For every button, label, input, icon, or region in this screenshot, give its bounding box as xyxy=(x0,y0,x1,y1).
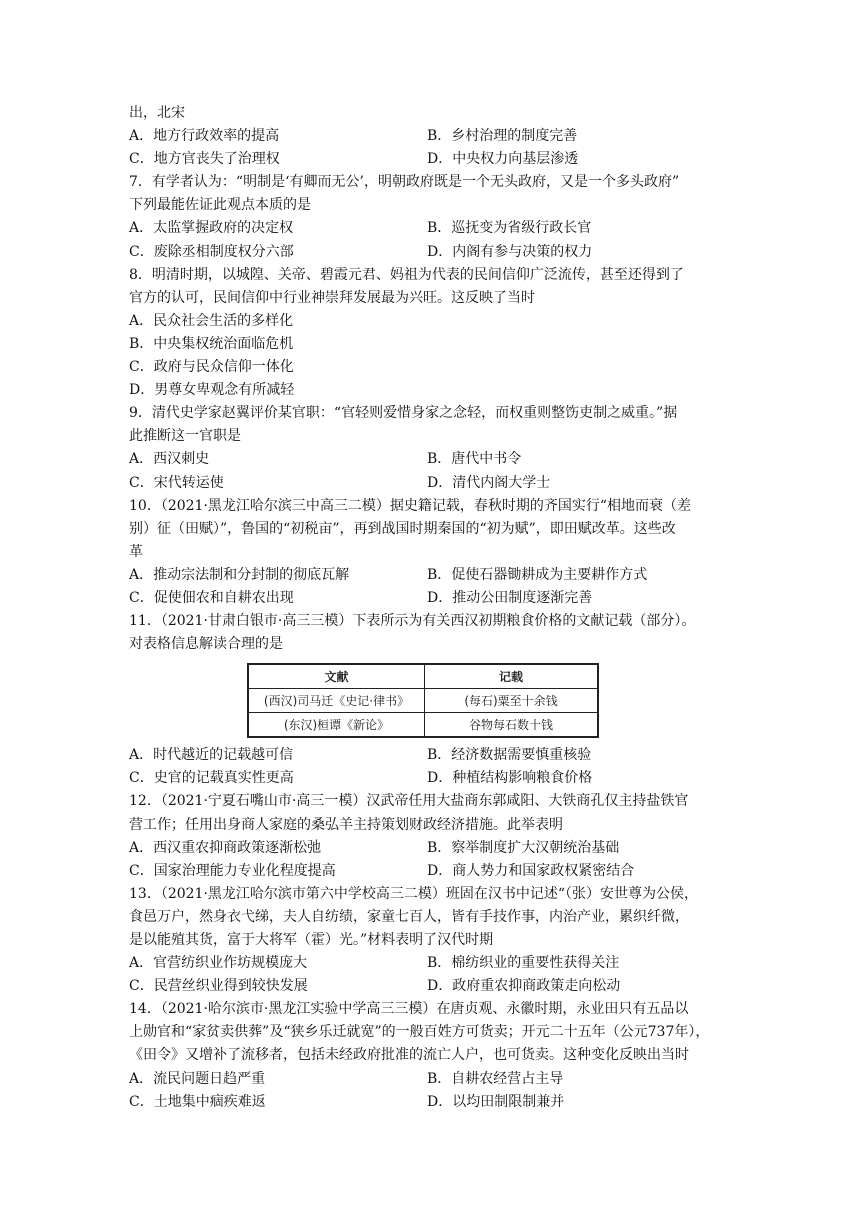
q11-option-c: C．史官的记载真实性更高 xyxy=(129,770,294,787)
q7-options-row1 xyxy=(129,217,741,240)
table-row xyxy=(248,689,598,713)
q12-stem-line1: 12．（2021·宁夏石嘴山市·高三一模）汉武帝任用大盐商东郭咸阳、大铁商孔仅主持盐铁官 xyxy=(129,793,689,810)
table-row xyxy=(248,713,598,738)
q9-stem-line1: 9．清代史学家赵翼评价某官职：“官轻则爱惜身家之念轻，而权重则整饬吏制之威重。”据 xyxy=(129,405,678,422)
q10-options-row1 xyxy=(129,564,741,587)
q7-options-row2 xyxy=(129,241,741,264)
q12-option-d: D．商人势力和国家政权紧密结合 xyxy=(427,862,635,879)
q14-options-row1 xyxy=(129,1068,741,1091)
q10-option-a: A．推动宗法制和分封制的彻底瓦解 xyxy=(129,566,350,583)
q10-stem-line1: 10．（2021·黑龙江哈尔滨三中高三二模）据史籍记载，春秋时期的齐国实行“相地而衰（差 xyxy=(129,497,692,514)
q7-stem-line1: 7．有学者认为：“明制是‘有卿而无公’，明朝政府既是一个无头政府，又是一个多头政府” xyxy=(129,174,680,191)
q13-options-row1 xyxy=(129,952,741,975)
question-content xyxy=(129,102,741,1114)
q11-options-row1 xyxy=(129,744,741,767)
q7-option-d: D．内阁有参与决策的权力 xyxy=(427,243,593,260)
q8-option-a: A．民众社会生活的多样化 xyxy=(129,312,294,329)
q14-stem-line3: 《田令》又增补了流移者，包括未经政府批准的流亡人户，也可货卖。这种变化反映出当时 xyxy=(129,1047,689,1064)
table-cell: 谷物每石数十钱 xyxy=(425,713,599,738)
q7-stem-line2: 下列最能佐证此观点本质的是 xyxy=(129,197,311,214)
q6-option-a: A．地方行政效率的提高 xyxy=(129,128,280,145)
q10-stem-line3: 革 xyxy=(129,543,143,560)
q9-option-c: C．宋代转运使 xyxy=(129,474,224,491)
q10-option-c: C．促使佃农和自耕农出现 xyxy=(129,589,294,606)
table-header-source: 文献 xyxy=(248,664,425,689)
source-table xyxy=(247,663,599,738)
q6-options-row2 xyxy=(129,148,741,171)
q11-stem-line1: 11．（2021·甘肃白银市·高三三模）下表所示为有关西汉初期粮食价格的文献记载（部分）。 xyxy=(129,613,696,630)
q10-options-row2 xyxy=(129,587,741,610)
q7-option-a: A．太监掌握政府的决定权 xyxy=(129,220,294,237)
q13-option-b: B．棉纺织业的重要性获得关注 xyxy=(427,955,620,972)
q12-option-a: A．西汉重农抑商政策逐渐松弛 xyxy=(129,839,322,856)
continued-text: 出，北宋 xyxy=(129,105,185,121)
q12-option-c: C．国家治理能力专业化程度提高 xyxy=(129,862,336,879)
q12-options-row1 xyxy=(129,837,741,860)
q13-stem-line1: 13．（2021·黑龙江哈尔滨市第六中学校高三二模）班固在汉书中记述“（张）安世尊为公侯， xyxy=(129,885,699,902)
q9-option-b: B．唐代中书令 xyxy=(427,451,522,468)
table-cell: (西汉)司马迁《史记·律书》 xyxy=(248,689,425,713)
q14-option-a: A．流民问题日趋严重 xyxy=(129,1070,266,1087)
q8-stem-line1: 8．明清时期，以城隍、关帝、碧霞元君、妈祖为代表的民间信仰广泛流传，甚至还得到了 xyxy=(129,266,684,283)
q10-option-b: B．促使石器锄耕成为主要耕作方式 xyxy=(427,566,648,583)
q8-stem-line2: 官方的认可，民间信仰中行业神崇拜发展最为兴旺。这反映了当时 xyxy=(129,289,535,306)
q9-stem-line2: 此推断这一官职是 xyxy=(129,428,241,445)
q9-options-row1 xyxy=(129,448,741,471)
q8-option-b: B．中央集权统治面临危机 xyxy=(129,335,294,352)
q14-stem-line1: 14．（2021·哈尔滨市·黑龙江实验中学高三三模）在唐贞观、永徽时期，永业田只有五品以 xyxy=(129,1001,689,1018)
q8-option-c: C．政府与民众信仰一体化 xyxy=(129,359,294,376)
q14-option-c: C．土地集中痼疾难返 xyxy=(129,1093,266,1110)
q6-option-c: C．地方官丧失了治理权 xyxy=(129,151,280,168)
q13-option-d: D．政府重农抑商政策走向松动 xyxy=(427,978,621,995)
q13-stem-line2: 食邑万户，然身衣弋绨，夫人自纺绩，家童七百人，皆有手技作事，内治产业，累织纤微， xyxy=(129,908,689,925)
q9-option-a: A．西汉刺史 xyxy=(129,451,210,468)
q11-stem-line2: 对表格信息解读合理的是 xyxy=(129,636,283,653)
q14-options-row2 xyxy=(129,1091,741,1114)
q10-stem-line2: 别）征（田赋）”，鲁国的“初税亩”，再到战国时期秦国的“初为赋”，即田赋改革。这些改 xyxy=(129,520,676,537)
q12-option-b: B．察举制度扩大汉朝统治基础 xyxy=(427,839,620,856)
q13-options-row2 xyxy=(129,975,741,998)
q9-options-row2 xyxy=(129,472,741,495)
q12-options-row2 xyxy=(129,860,741,883)
q9-option-d: D．清代内阁大学士 xyxy=(427,474,551,491)
q10-option-d: D．推动公田制度逐渐完善 xyxy=(427,589,593,606)
q6-option-d: D．中央权力向基层渗透 xyxy=(427,151,579,168)
q14-option-d: D．以均田制限制兼并 xyxy=(427,1093,565,1110)
q11-options-row2 xyxy=(129,767,741,790)
q13-stem-line3: 是以能殖其货，富于大将军（霍）光。”材料表明了汉代时期 xyxy=(129,932,494,948)
q7-option-b: B．巡抚变为省级行政长官 xyxy=(427,220,592,237)
q6-options-row1 xyxy=(129,125,741,148)
q11-option-a: A．时代越近的记载越可信 xyxy=(129,747,294,764)
table-header-record: 记载 xyxy=(425,664,599,689)
q7-option-c: C．废除丞相制度权分六部 xyxy=(129,243,294,260)
q12-stem-line2: 营工作；任用出身商人家庭的桑弘羊主持策划财政经济措施。此举表明 xyxy=(129,816,563,833)
q6-option-b: B．乡村治理的制度完善 xyxy=(427,128,578,145)
q11-option-d: D．种植结构影响粮食价格 xyxy=(427,770,593,787)
q14-stem-line2: 上勋官和“家贫卖供葬”及“狭乡乐迁就宽”的一般百姓方可货卖；开元二十五年（公元737年）， xyxy=(129,1024,710,1041)
q14-option-b: B．自耕农经营占主导 xyxy=(427,1070,564,1087)
table-cell: (东汉)桓谭《新论》 xyxy=(248,713,425,738)
q13-option-a: A．官营纺织业作坊规模庞大 xyxy=(129,955,308,972)
q8-option-d: D．男尊女卑观念有所减轻 xyxy=(129,382,295,399)
table-cell: (每石)粟至十余钱 xyxy=(425,689,599,713)
q13-option-c: C．民营丝织业得到较快发展 xyxy=(129,978,308,995)
table-header-row xyxy=(248,664,598,689)
q11-option-b: B．经济数据需要慎重核验 xyxy=(427,747,592,764)
